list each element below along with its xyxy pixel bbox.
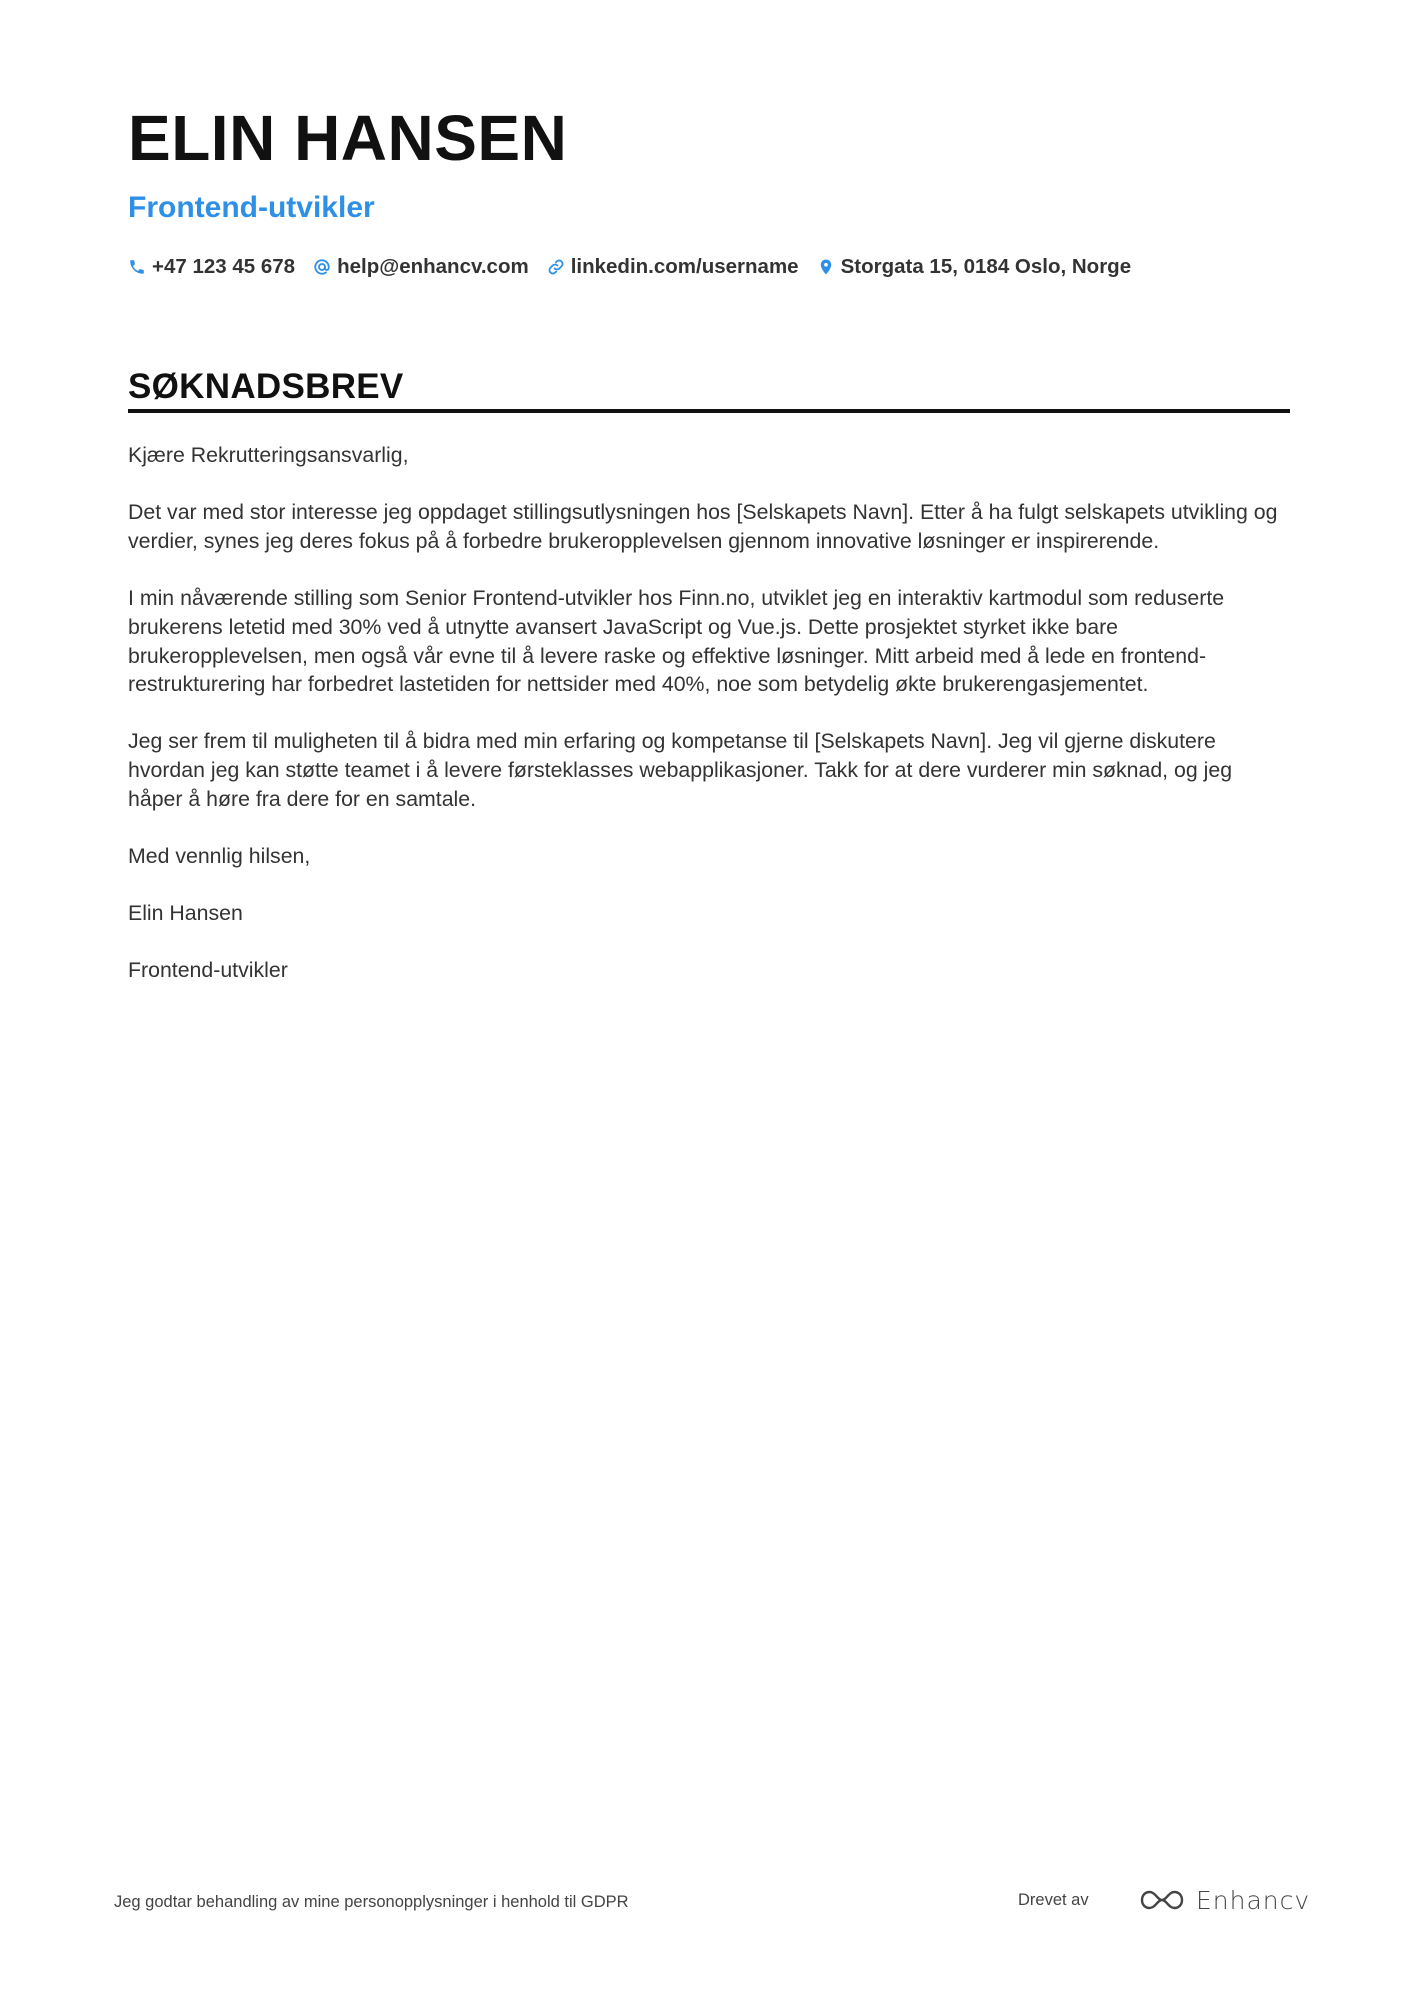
letter-closing: Med vennlig hilsen, <box>128 844 311 869</box>
powered-by-label: Drevet av <box>1018 1891 1089 1909</box>
signature-title: Frontend-utvikler <box>128 958 288 983</box>
contact-bar <box>128 254 1149 280</box>
contact-email-text: help@enhancv.com <box>337 255 529 278</box>
contact-address-text: Storgata 15, 0184 Oslo, Norge <box>840 255 1132 278</box>
location-pin-icon <box>817 258 835 276</box>
contact-email[interactable] <box>313 255 529 279</box>
contact-linkedin[interactable] <box>547 255 799 279</box>
contact-phone[interactable] <box>128 255 295 279</box>
section-divider <box>128 409 1290 413</box>
contact-address <box>817 255 1132 279</box>
phone-icon <box>128 258 146 276</box>
section-title: SØKNADSBREV <box>128 367 404 406</box>
letter-greeting: Kjære Rekrutteringsansvarlig, <box>128 443 409 467</box>
applicant-name: ELIN HANSEN <box>128 102 568 174</box>
contact-linkedin-text: linkedin.com/username <box>570 255 799 278</box>
letter-paragraph: Jeg ser frem til muligheten til å bidra med min erfaring og kompetanse til [Selskapets Navn]. Jeg vil gjerne diskutere hvordan jeg kan støtte teamet i å levere førsteklasses webapplikasjoner. Takk for at dere vurderer min søknad, og jeg håper å høre fra dere for en samtale. <box>128 729 1233 811</box>
gdpr-consent-text: Jeg godtar behandling av mine personopplysninger i henhold til GDPR <box>114 1893 629 1911</box>
enhancv-logo-icon <box>1138 1886 1186 1914</box>
signature-name: Elin Hansen <box>128 901 243 926</box>
letter-paragraph: I min nåværende stilling som Senior Frontend-utvikler hos Finn.no, utviklet jeg en interaktiv kartmodul som reduserte brukerens letetid med 30% ved å utnytte avansert JavaScript og Vue.js. Dette prosjektet styrket ikke bare brukeropplevelsen, men også vår evne til å levere raske og effektive løsninger. Mitt arbeid med å lede en frontend-restrukturering har forbedret lastetiden for nettsider med 40%, noe som betydelig økte brukerengasjementet. <box>128 586 1225 697</box>
enhancv-logo-text: Enhancv <box>1196 1885 1311 1915</box>
letter-paragraph: Det var med stor interesse jeg oppdaget stillingsutlysningen hos [Selskapets Navn]. Etter å ha fulgt selskapets utvikling og verdier, synes jeg deres fokus på å forbedre brukeropplevelsen gjennom innovative løsninger er inspirerende. <box>128 500 1278 553</box>
contact-phone-text: +47 123 45 678 <box>152 255 296 278</box>
enhancv-logo[interactable] <box>1138 1885 1310 1915</box>
at-icon <box>313 258 331 276</box>
letter-body <box>128 441 1290 1014</box>
applicant-role: Frontend-utvikler <box>128 191 375 224</box>
link-icon <box>547 258 565 276</box>
